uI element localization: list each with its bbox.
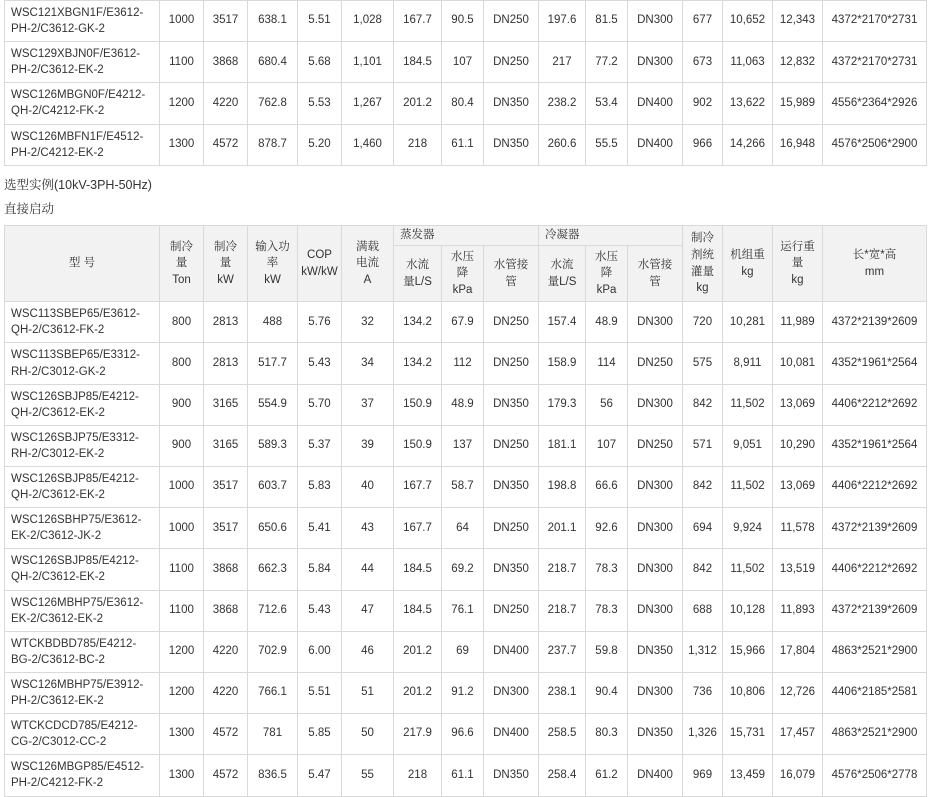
cell: 218.7 — [539, 549, 586, 590]
header-cond-flow: 水流 量L/S — [539, 246, 586, 302]
cell: 5.83 — [298, 467, 342, 508]
model-cell: WSC126SBJP85/E4212-QH-2/C3612-EK-2 — [5, 549, 160, 590]
cell: 55 — [342, 755, 394, 796]
cell: 218.7 — [539, 590, 586, 631]
cell: DN350 — [484, 124, 539, 165]
cell: 878.7 — [248, 124, 298, 165]
model-cell: WSC126MBGP85/E4512-PH-2/C4212-FK-2 — [5, 755, 160, 796]
cell: DN350 — [628, 631, 683, 672]
cell: 5.51 — [298, 672, 342, 713]
cell: 80.3 — [586, 714, 628, 755]
cell: 55.5 — [586, 124, 628, 165]
model-cell: WSC126MBHP75/E3612-EK-2/C3612-EK-2 — [5, 590, 160, 631]
cell: 66.6 — [586, 467, 628, 508]
cell: DN250 — [628, 425, 683, 466]
cell: 10,281 — [723, 302, 773, 343]
table-row — [5, 124, 927, 165]
cell: 11,893 — [773, 590, 823, 631]
cell: 5.41 — [298, 508, 342, 549]
cell: 43 — [342, 508, 394, 549]
cell: 4372*2170*2731 — [823, 42, 927, 83]
cell: 4372*2170*2731 — [823, 1, 927, 42]
header-cooling-kw: 制冷 量 kW — [204, 225, 248, 302]
header-cop: COP kW/kW — [298, 225, 342, 302]
cell: 10,081 — [773, 343, 823, 384]
cell: 64 — [442, 508, 484, 549]
cell: 9,051 — [723, 425, 773, 466]
cell: 3165 — [204, 384, 248, 425]
model-cell: WSC126SBJP85/E4212-QH-2/C3612-EK-2 — [5, 384, 160, 425]
cell: DN250 — [484, 425, 539, 466]
cell: DN250 — [484, 302, 539, 343]
cell: DN350 — [484, 467, 539, 508]
selection-example-table-head — [5, 225, 927, 302]
cell: 77.2 — [586, 42, 628, 83]
cell: 3868 — [204, 42, 248, 83]
cell: DN400 — [628, 755, 683, 796]
model-cell: WSC121XBGN1F/E3612-PH-2/C3612-GK-2 — [5, 1, 160, 42]
cell: DN250 — [484, 508, 539, 549]
cell: 680.4 — [248, 42, 298, 83]
cell: 137 — [442, 425, 484, 466]
cell: 5.70 — [298, 384, 342, 425]
cell: 5.68 — [298, 42, 342, 83]
cell: 1200 — [160, 672, 204, 713]
cell: 150.9 — [394, 384, 442, 425]
model-cell: WTCKBDBD785/E4212-BG-2/C3612-BC-2 — [5, 631, 160, 672]
cell: 10,290 — [773, 425, 823, 466]
cell: 1300 — [160, 124, 204, 165]
selection-example-table-body — [5, 302, 927, 796]
cell: 11,989 — [773, 302, 823, 343]
selection-example-table — [4, 225, 927, 797]
cell: 13,622 — [723, 83, 773, 124]
cell: 5.37 — [298, 425, 342, 466]
cell: 39 — [342, 425, 394, 466]
header-dimensions: 长*宽*高 mm — [823, 225, 927, 302]
cell: 4572 — [204, 755, 248, 796]
cell: 4406*2212*2692 — [823, 549, 927, 590]
cell: 17,804 — [773, 631, 823, 672]
cell: 92.6 — [586, 508, 628, 549]
cell: 14,266 — [723, 124, 773, 165]
cell: 4406*2185*2581 — [823, 672, 927, 713]
table-row — [5, 590, 927, 631]
cell: DN350 — [628, 714, 683, 755]
cell: 61.1 — [442, 755, 484, 796]
cell: 5.76 — [298, 302, 342, 343]
cell: 702.9 — [248, 631, 298, 672]
cell: DN250 — [484, 1, 539, 42]
cell: 2813 — [204, 343, 248, 384]
cell: 61.2 — [586, 755, 628, 796]
cell: 69 — [442, 631, 484, 672]
cell: 61.1 — [442, 124, 484, 165]
cell: 13,519 — [773, 549, 823, 590]
cell: DN300 — [628, 302, 683, 343]
cell: 4572 — [204, 124, 248, 165]
cell: 10,806 — [723, 672, 773, 713]
cell: 4220 — [204, 672, 248, 713]
cell: 40 — [342, 467, 394, 508]
cell: 50 — [342, 714, 394, 755]
cell: 10,128 — [723, 590, 773, 631]
cell: 69.2 — [442, 549, 484, 590]
cell: 1100 — [160, 549, 204, 590]
cell: 650.6 — [248, 508, 298, 549]
cell: 800 — [160, 343, 204, 384]
header-evaporator-group: 蒸发器 — [394, 225, 539, 246]
cell: 167.7 — [394, 508, 442, 549]
table-row — [5, 83, 927, 124]
cell: 59.8 — [586, 631, 628, 672]
cell: 3868 — [204, 590, 248, 631]
header-model: 型 号 — [5, 225, 160, 302]
header-full-load-current: 满载 电流 A — [342, 225, 394, 302]
cell: 8,911 — [723, 343, 773, 384]
cell: 5.84 — [298, 549, 342, 590]
cell: 150.9 — [394, 425, 442, 466]
cell: 179.3 — [539, 384, 586, 425]
cell: 571 — [683, 425, 723, 466]
cell: 638.1 — [248, 1, 298, 42]
header-evap-pressure-drop: 水压 降 kPa — [442, 246, 484, 302]
cell: 762.8 — [248, 83, 298, 124]
cell: 842 — [683, 467, 723, 508]
cell: 4372*2139*2609 — [823, 508, 927, 549]
cell: 184.5 — [394, 42, 442, 83]
cell: 78.3 — [586, 590, 628, 631]
cell: 1000 — [160, 1, 204, 42]
cell: DN350 — [484, 549, 539, 590]
cell: 114 — [586, 343, 628, 384]
cell: 575 — [683, 343, 723, 384]
cell: 56 — [586, 384, 628, 425]
model-cell: WSC126MBGN0F/E4212-QH-2/C4212-FK-2 — [5, 83, 160, 124]
cell: 81.5 — [586, 1, 628, 42]
cell: DN300 — [628, 549, 683, 590]
cell: 201.1 — [539, 508, 586, 549]
cell: 3517 — [204, 467, 248, 508]
cell: 554.9 — [248, 384, 298, 425]
cell: 258.4 — [539, 755, 586, 796]
cell: 11,502 — [723, 467, 773, 508]
cell: 5.85 — [298, 714, 342, 755]
cell: 5.53 — [298, 83, 342, 124]
header-evap-pipe: 水管接 管 — [484, 246, 539, 302]
cell: 53.4 — [586, 83, 628, 124]
cell: 90.4 — [586, 672, 628, 713]
cell: 184.5 — [394, 590, 442, 631]
cell: 1300 — [160, 755, 204, 796]
cell: 201.2 — [394, 631, 442, 672]
table-row — [5, 467, 927, 508]
cell: DN350 — [484, 755, 539, 796]
cell: DN400 — [628, 124, 683, 165]
cell: 5.51 — [298, 1, 342, 42]
model-cell: WSC126SBJP85/E4212-QH-2/C3612-EK-2 — [5, 467, 160, 508]
cell: 48.9 — [586, 302, 628, 343]
cell: 90.5 — [442, 1, 484, 42]
header-refrigerant-charge: 制冷 剂统 灌量 kg — [683, 225, 723, 302]
cell: 1,460 — [342, 124, 394, 165]
cell: 58.7 — [442, 467, 484, 508]
cell: 488 — [248, 302, 298, 343]
cell: DN300 — [628, 672, 683, 713]
header-operating-weight: 运行重 量 kg — [773, 225, 823, 302]
header-group-row — [5, 225, 927, 246]
cell: 96.6 — [442, 714, 484, 755]
model-cell: WSC126SBHP75/E3612-EK-2/C3612-JK-2 — [5, 508, 160, 549]
cell: 781 — [248, 714, 298, 755]
cell: 17,457 — [773, 714, 823, 755]
cell: 969 — [683, 755, 723, 796]
cell: 258.5 — [539, 714, 586, 755]
table-row — [5, 42, 927, 83]
cell: 32 — [342, 302, 394, 343]
table-row — [5, 1, 927, 42]
cell: 260.6 — [539, 124, 586, 165]
cell: 9,924 — [723, 508, 773, 549]
cell: 217.9 — [394, 714, 442, 755]
cell: 13,069 — [773, 467, 823, 508]
cell: 1100 — [160, 42, 204, 83]
cell: 16,948 — [773, 124, 823, 165]
cell: 800 — [160, 302, 204, 343]
cell: 218 — [394, 755, 442, 796]
cell: 900 — [160, 425, 204, 466]
cell: DN250 — [484, 590, 539, 631]
model-cell: WSC113SBEP65/E3312-RH-2/C3012-GK-2 — [5, 343, 160, 384]
cell: 78.3 — [586, 549, 628, 590]
cell: 603.7 — [248, 467, 298, 508]
cell: 1100 — [160, 590, 204, 631]
cell: 662.3 — [248, 549, 298, 590]
cell: 198.8 — [539, 467, 586, 508]
cell: 12,343 — [773, 1, 823, 42]
cell: 13,459 — [723, 755, 773, 796]
cell: DN400 — [484, 631, 539, 672]
cell: DN350 — [484, 384, 539, 425]
model-cell: WTCKCDCD785/E4212-CG-2/C3012-CC-2 — [5, 714, 160, 755]
cell: 12,832 — [773, 42, 823, 83]
cell: 238.2 — [539, 83, 586, 124]
cell: 4576*2506*2778 — [823, 755, 927, 796]
table-row — [5, 755, 927, 796]
cell: 201.2 — [394, 83, 442, 124]
table-row — [5, 508, 927, 549]
cell: 237.7 — [539, 631, 586, 672]
cell: 3517 — [204, 1, 248, 42]
cell: 589.3 — [248, 425, 298, 466]
table-row — [5, 302, 927, 343]
model-cell: WSC113SBEP65/E3612-QH-2/C3612-FK-2 — [5, 302, 160, 343]
cell: 46 — [342, 631, 394, 672]
cell: 902 — [683, 83, 723, 124]
table-row — [5, 384, 927, 425]
header-condenser-group: 冷凝器 — [539, 225, 683, 246]
header-unit-weight: 机组重 kg — [723, 225, 773, 302]
cell: 5.43 — [298, 590, 342, 631]
cell: 12,726 — [773, 672, 823, 713]
cell: 107 — [586, 425, 628, 466]
cell: 11,578 — [773, 508, 823, 549]
model-cell: WSC126MBFN1F/E4512-PH-2/C4212-EK-2 — [5, 124, 160, 165]
cell: 201.2 — [394, 672, 442, 713]
cell: 4220 — [204, 83, 248, 124]
cell: 218 — [394, 124, 442, 165]
cell: 766.1 — [248, 672, 298, 713]
cell: 688 — [683, 590, 723, 631]
cell: 712.6 — [248, 590, 298, 631]
cell: 736 — [683, 672, 723, 713]
table-row — [5, 425, 927, 466]
cell: 4406*2212*2692 — [823, 467, 927, 508]
cell: 167.7 — [394, 467, 442, 508]
cell: 3517 — [204, 508, 248, 549]
cell: 1300 — [160, 714, 204, 755]
cell: 181.1 — [539, 425, 586, 466]
cell: DN300 — [628, 384, 683, 425]
cell: 34 — [342, 343, 394, 384]
continued-spec-table — [4, 0, 927, 166]
cell: DN400 — [484, 714, 539, 755]
cell: 2813 — [204, 302, 248, 343]
cell: DN250 — [484, 42, 539, 83]
table-row — [5, 672, 927, 713]
cell: 673 — [683, 42, 723, 83]
cell: 112 — [442, 343, 484, 384]
cell: 1,326 — [683, 714, 723, 755]
cell: 15,966 — [723, 631, 773, 672]
cell: 3165 — [204, 425, 248, 466]
table-row — [5, 631, 927, 672]
cell: 167.7 — [394, 1, 442, 42]
cell: 677 — [683, 1, 723, 42]
cell: 1200 — [160, 83, 204, 124]
cell: 836.5 — [248, 755, 298, 796]
cell: DN300 — [628, 1, 683, 42]
cell: 842 — [683, 549, 723, 590]
model-cell: WSC129XBJN0F/E3612-PH-2/C3612-EK-2 — [5, 42, 160, 83]
cell: 15,989 — [773, 83, 823, 124]
cell: 51 — [342, 672, 394, 713]
header-cond-pressure-drop: 水压 降 kPa — [586, 246, 628, 302]
cell: 80.4 — [442, 83, 484, 124]
cell: 4556*2364*2926 — [823, 83, 927, 124]
cell: 11,063 — [723, 42, 773, 83]
cell: 966 — [683, 124, 723, 165]
cell: DN300 — [628, 467, 683, 508]
cell: 720 — [683, 302, 723, 343]
cell: 1200 — [160, 631, 204, 672]
cell: 11,502 — [723, 384, 773, 425]
table-row — [5, 343, 927, 384]
cell: 158.9 — [539, 343, 586, 384]
cell: 6.00 — [298, 631, 342, 672]
cell: DN300 — [628, 508, 683, 549]
header-cond-pipe: 水管接 管 — [628, 246, 683, 302]
cell: DN300 — [628, 590, 683, 631]
cell: 5.20 — [298, 124, 342, 165]
cell: 76.1 — [442, 590, 484, 631]
cell: 4572 — [204, 714, 248, 755]
cell: 4372*2139*2609 — [823, 302, 927, 343]
model-cell: WSC126SBJP75/E3312-RH-2/C3012-EK-2 — [5, 425, 160, 466]
cell: 48.9 — [442, 384, 484, 425]
continued-spec-table-body — [5, 1, 927, 166]
cell: 3868 — [204, 549, 248, 590]
cell: 4352*1961*2564 — [823, 425, 927, 466]
cell: DN250 — [484, 343, 539, 384]
cell: 4352*1961*2564 — [823, 343, 927, 384]
cell: 67.9 — [442, 302, 484, 343]
cell: 217 — [539, 42, 586, 83]
cell: 47 — [342, 590, 394, 631]
table-row — [5, 714, 927, 755]
cell: 517.7 — [248, 343, 298, 384]
cell: 134.2 — [394, 343, 442, 384]
header-cooling-ton: 制冷 量 Ton — [160, 225, 204, 302]
model-cell: WSC126MBHP75/E3912-PH-2/C3612-EK-2 — [5, 672, 160, 713]
cell: 197.6 — [539, 1, 586, 42]
cell: 1,312 — [683, 631, 723, 672]
cell: 184.5 — [394, 549, 442, 590]
cell: DN300 — [628, 42, 683, 83]
cell: 1000 — [160, 467, 204, 508]
cell: 694 — [683, 508, 723, 549]
cell: 5.43 — [298, 343, 342, 384]
cell: 5.47 — [298, 755, 342, 796]
cell: 238.1 — [539, 672, 586, 713]
cell: 4220 — [204, 631, 248, 672]
cell: 44 — [342, 549, 394, 590]
table-row — [5, 549, 927, 590]
cell: 134.2 — [394, 302, 442, 343]
header-input-power: 输入功 率 kW — [248, 225, 298, 302]
cell: 1,028 — [342, 1, 394, 42]
cell: 1000 — [160, 508, 204, 549]
cell: 37 — [342, 384, 394, 425]
cell: 4406*2212*2692 — [823, 384, 927, 425]
cell: 15,731 — [723, 714, 773, 755]
cell: DN350 — [484, 83, 539, 124]
section-subtitle: 直接启动 — [4, 201, 55, 216]
cell: DN300 — [484, 672, 539, 713]
cell: 4863*2521*2900 — [823, 714, 927, 755]
cell: 4863*2521*2900 — [823, 631, 927, 672]
cell: 1,267 — [342, 83, 394, 124]
cell: DN400 — [628, 83, 683, 124]
cell: 16,079 — [773, 755, 823, 796]
section-title: 选型实例(10kV-3PH-50Hz) — [4, 177, 152, 192]
header-evap-flow: 水流 量L/S — [394, 246, 442, 302]
cell: 11,502 — [723, 549, 773, 590]
cell: 157.4 — [539, 302, 586, 343]
cell: 900 — [160, 384, 204, 425]
cell: 4372*2139*2609 — [823, 590, 927, 631]
cell: 13,069 — [773, 384, 823, 425]
cell: 842 — [683, 384, 723, 425]
cell: DN250 — [628, 343, 683, 384]
cell: 4576*2506*2900 — [823, 124, 927, 165]
cell: 1,101 — [342, 42, 394, 83]
cell: 91.2 — [442, 672, 484, 713]
cell: 107 — [442, 42, 484, 83]
cell: 10,652 — [723, 1, 773, 42]
